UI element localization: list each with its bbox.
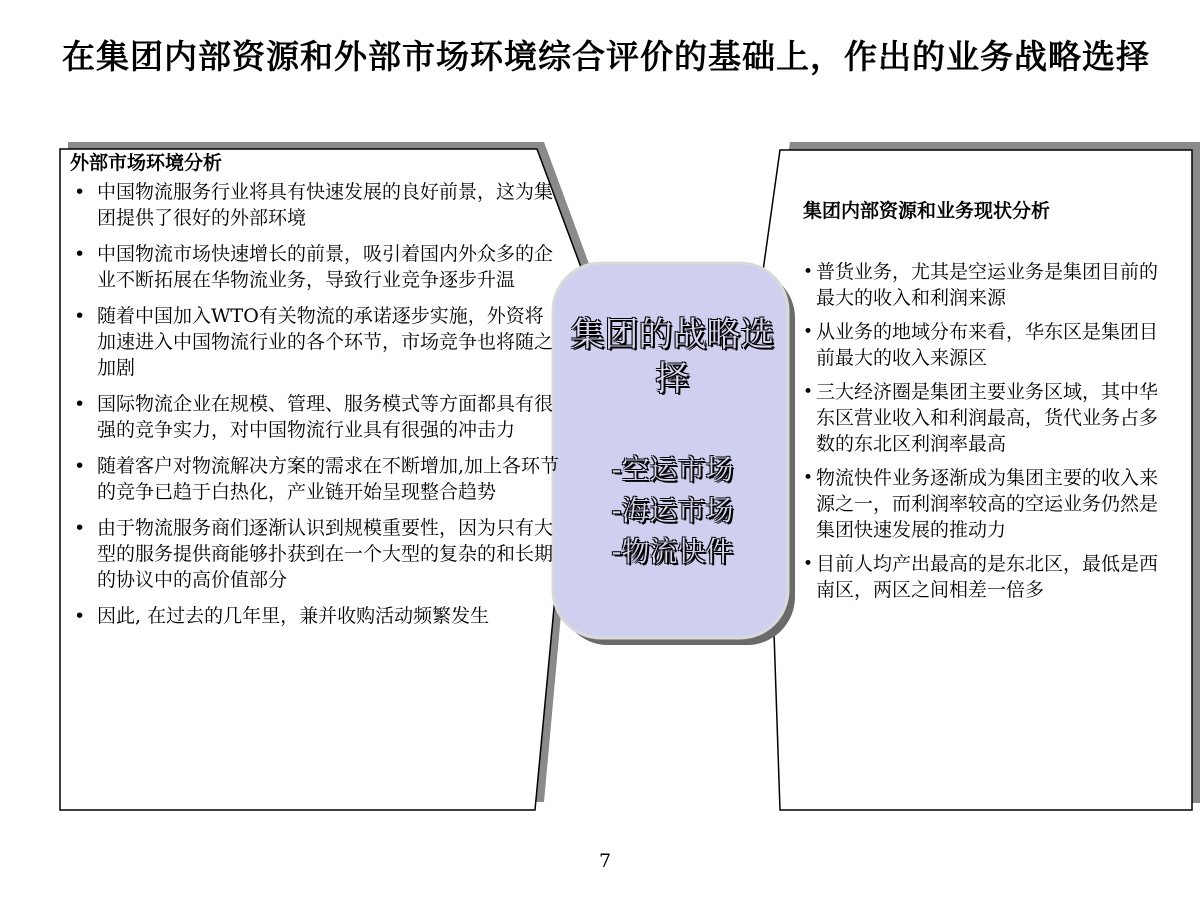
- list-item: -空运市场: [611, 453, 734, 486]
- page-number: 7: [598, 850, 612, 872]
- slide-title: 在集团内部资源和外部市场环境综合评价的基础上，作出的业务战略选择: [62, 37, 1150, 76]
- list-item: • 目前人均产出最高的是东北区，最低是西南区，两区之间相差一倍多: [803, 551, 1171, 603]
- left-panel-heading: 外部市场环境分析: [70, 152, 223, 174]
- list-item: • 随着客户对物流解决方案的需求在不断增加,加上各环节的竞争已趋于白热化，产业链开始呈现整合趋势: [70, 453, 560, 505]
- internal-resources-panel: [803, 198, 1171, 611]
- list-item: • 中国物流服务行业将具有快速发展的良好前景，这为集团提供了很好的外部环境: [70, 179, 560, 231]
- list-item: • 普货业务，尤其是空运业务是集团目前的最大的收入和利润来源: [803, 259, 1171, 311]
- list-item: • 三大经济圈是集团主要业务区域，其中华东区营业收入和利润最高，货代业务占多数的东北区利润率最高: [803, 379, 1171, 457]
- list-item: -物流快件: [611, 535, 734, 568]
- list-item: • 物流快件业务逐渐成为集团主要的收入来源之一，而利润率较高的空运业务仍然是集团快速发展的推动力: [803, 465, 1171, 543]
- right-panel-heading: 集团内部资源和业务现状分析: [803, 200, 1051, 222]
- list-item: • 因此, 在过去的几年里，兼并收购活动频繁发生: [70, 603, 560, 629]
- center-box-title: 集团的战略选择: [570, 315, 775, 399]
- list-item: • 中国物流市场快速增长的前景，吸引着国内外众多的企业不断拓展在华物流业务，导致行业竞争逐步升温: [70, 241, 560, 293]
- list-item: • 由于物流服务商们逐渐认识到规模重要性，因为只有大型的服务提供商能够扑获到在一个大型的复杂的和长期的协议中的高价值部分: [70, 515, 560, 593]
- list-item: • 国际物流企业在规模、管理、服务模式等方面都具有很强的竞争实力，对中国物流行业具有很强的冲击力: [70, 391, 560, 443]
- left-bullet-list: [70, 179, 560, 629]
- list-item: • 从业务的地域分布来看，华东区是集团目前最大的收入来源区: [803, 319, 1171, 371]
- center-box-list: [555, 449, 790, 572]
- list-item: • 随着中国加入WTO有关物流的承诺逐步实施，外资将加速进入中国物流行业的各个环节，市场竞争也将随之加剧: [70, 303, 560, 381]
- right-bullet-list: [803, 259, 1171, 603]
- external-market-panel: [70, 150, 560, 639]
- list-item: -海运市场: [611, 494, 734, 527]
- strategy-choice-box: [555, 265, 790, 640]
